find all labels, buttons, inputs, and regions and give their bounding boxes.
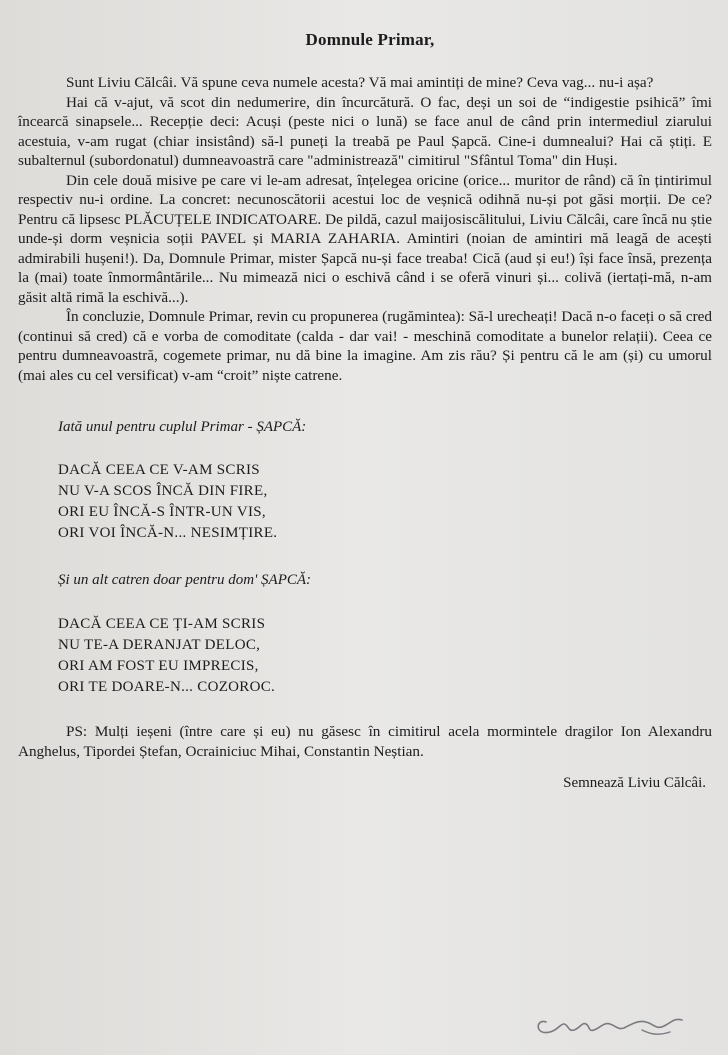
paragraph-conclusion: În concluzie, Domnule Primar, revin cu propunerea (rugămintea): Să-l urecheați! Dacă n-o faceți o să cred (continui să cred) că e vorba de comoditate (calda - dar vai! - meschină comoditate a bunelor relații). Ceea ce pentru dumneavoastră, cogemete primar, nu dă bine la imagine. Am zis rău? Și pentru că le am (și) cu umorul (mai ales cu cel versificat) v-am “croit” niște catrene.: [18, 308, 712, 384]
poem-line: NU V-A SCOS ÎNCĂ DIN FIRE,: [58, 483, 268, 499]
signature-line: Semnează Liviu Călcâi.: [563, 775, 706, 791]
postscript: PS: Mulți ieșeni (între care și eu) nu găsesc în cimitirul acela mormintele dragilor Ion Alexandru Anghelus, Tipordei Ștefan, Ocrainiciuc Mihai, Constantin Neștian.: [18, 723, 712, 760]
letter-salutation: Domnule Primar,: [305, 30, 435, 49]
poem-2: [58, 614, 712, 698]
poem-line: DACĂ CEEA CE V-AM SCRIS: [58, 462, 260, 478]
handwritten-signature: [524, 1000, 694, 1042]
poem-line: DACĂ CEEA CE ȚI-AM SCRIS: [58, 616, 266, 632]
paragraph-intro: Sunt Liviu Călcâi. Vă spune ceva numele acesta? Vă mai amintiți de mine? Ceva vag... nu-i așa?: [66, 74, 654, 91]
poem-line: ORI EU ÎNCĂ-S ÎNTR-UN VIS,: [58, 504, 266, 520]
poem-intro-2: Și un alt catren doar pentru dom' ȘAPCĂ:: [58, 572, 312, 588]
poem-intro-1: Iată unul pentru cuplul Primar - ȘAPCĂ:: [58, 419, 307, 435]
poem-1: [58, 460, 712, 544]
poem-line: ORI AM FOST EU IMPRECIS,: [58, 658, 259, 674]
paragraph-complaint: Din cele două misive pe care vi le-am adresat, înțelegea oricine (orice... muritor de rând) că în țintirimul respectiv nu-i ordine. La concret: necunoscătorii acestui loc de veșnică odihnă nu-și pot găsi morții. De ce? Pentru că lipsesc PLĂCUȚELE INDICATOARE. De pildă, cazul maijosiscălitului, Liviu Călcâi, care încă nu știe unde-și dorm veșnicia soții PAVEL și MARIA ZAHARIA. Amintiri (noian de amintiri mă leagă de acești admirabili hușeni!). Da, Domnule Primar, mister Șapcă nu-și face treaba! Cică (aud și eu!) își face însă, prezența la (mai) toate înmormântările... Nu mimează nici o eschivă când i se oferă vinuri și... colivă (iertați-mă, n-am găsit altă rimă la eschivă...).: [18, 171, 712, 306]
poem-line: ORI TE DOARE-N... COZOROC.: [58, 679, 276, 695]
poem-line: NU TE-A DERANJAT DELOC,: [58, 637, 261, 653]
poem-line: ORI VOI ÎNCĂ-N... NESIMȚIRE.: [58, 525, 278, 541]
paragraph-request: Hai că v-ajut, vă scot din nedumerire, din încurcătură. O fac, deși un soi de “indigestie psihică” îmi încearcă sinapsele... Recepție deci: Acuși (peste nici o lună) se face anul de când prin intermediul ziarului acestuia, v-am rugat (chiar insistând) să-l puneți la treabă pe Paul Șapcă. Cine-i dumnealui? Hai că știți. E subalternul (subordonatul) dumneavoastră care "administrează" cimitirul "Sfântul Toma" din Huși.: [18, 93, 712, 169]
